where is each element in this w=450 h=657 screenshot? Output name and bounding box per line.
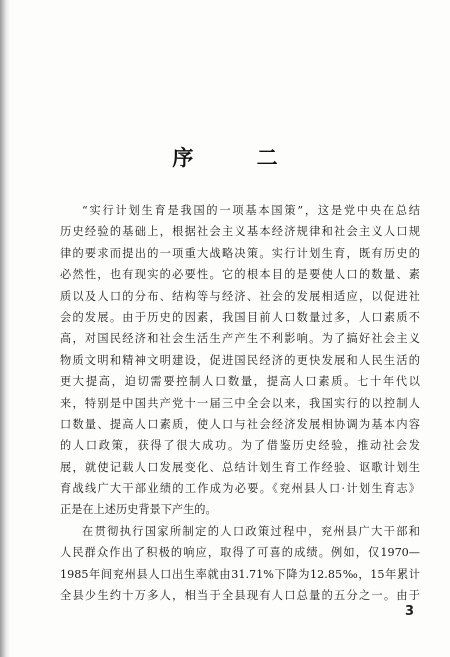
text-line: 育战线广大干部业绩的工作成为必要。《兖州县人口·计划生育志》 bbox=[60, 482, 420, 496]
text-line: 1985年间兖州县人口出生率就由31.71%下降为12.85‰，15年累计 bbox=[60, 567, 420, 581]
text-line: 的人口政策，获得了很大成功。为了借鉴历史经验，推动社会发 bbox=[60, 439, 420, 453]
text-line: 在贯彻执行国家所制定的人口政策过程中，兖州县广大干部和 bbox=[82, 524, 420, 538]
text-line: 来，特别是中国共产党十一届三中全会以来，我国实行的以控制人 bbox=[60, 396, 420, 410]
text-line: 历史经验的基础上，根据社会主义基本经济规律和社会主义人口规 bbox=[60, 225, 420, 239]
text-line: 必然性，也有现实的必要性。它的根本目的是要使人口的数量、素 bbox=[60, 268, 420, 282]
scan-shadow-edge bbox=[0, 0, 10, 657]
text-line: 正是在上述历史背景下产生的。 bbox=[60, 503, 217, 517]
text-line: 更大提高，迫切需要控制人口数量，提高人口素质。七十年代以 bbox=[60, 375, 420, 389]
body-text bbox=[60, 200, 420, 606]
text-line: 全县少生约十万多人，相当于全县现有人口总量的五分之一。由于 bbox=[60, 589, 420, 603]
page-title: 序 二 bbox=[172, 145, 306, 170]
text-line: 人民群众作出了积极的响应，取得了可喜的成绩。例如，仅1970— bbox=[60, 546, 420, 560]
paragraph-1 bbox=[60, 200, 420, 521]
page-number: 3 bbox=[404, 604, 414, 619]
text-line: 展，就使记载人口发展变化、总结计划生育工作经验、讴歌计划生 bbox=[60, 460, 420, 474]
text-line: 会的发展。由于历史的因素，我国目前人口数量过多，人口素质不 bbox=[60, 310, 420, 324]
text-line: 高，对国民经济和社会生活生产产生不利影响。为了搞好社会主义 bbox=[60, 332, 420, 346]
text-line: 物质文明和精神文明建设，促进国民经济的更快发展和人民生活的 bbox=[60, 353, 420, 367]
text-line: 律的要求而提出的一项重大战略决策。实行计划生育，既有历史的 bbox=[60, 246, 420, 260]
text-line: 口数量、提高人口素质，使人口与社会经济发展相协调为基本内容 bbox=[60, 417, 420, 431]
text-line: “实行计划生育是我国的一项基本国策”，这是党中央在总结 bbox=[82, 204, 420, 217]
paragraph-2 bbox=[60, 521, 420, 607]
text-line: 质以及人口的分布、结构等与经济、社会的发展相适应，以促进社 bbox=[60, 289, 420, 303]
